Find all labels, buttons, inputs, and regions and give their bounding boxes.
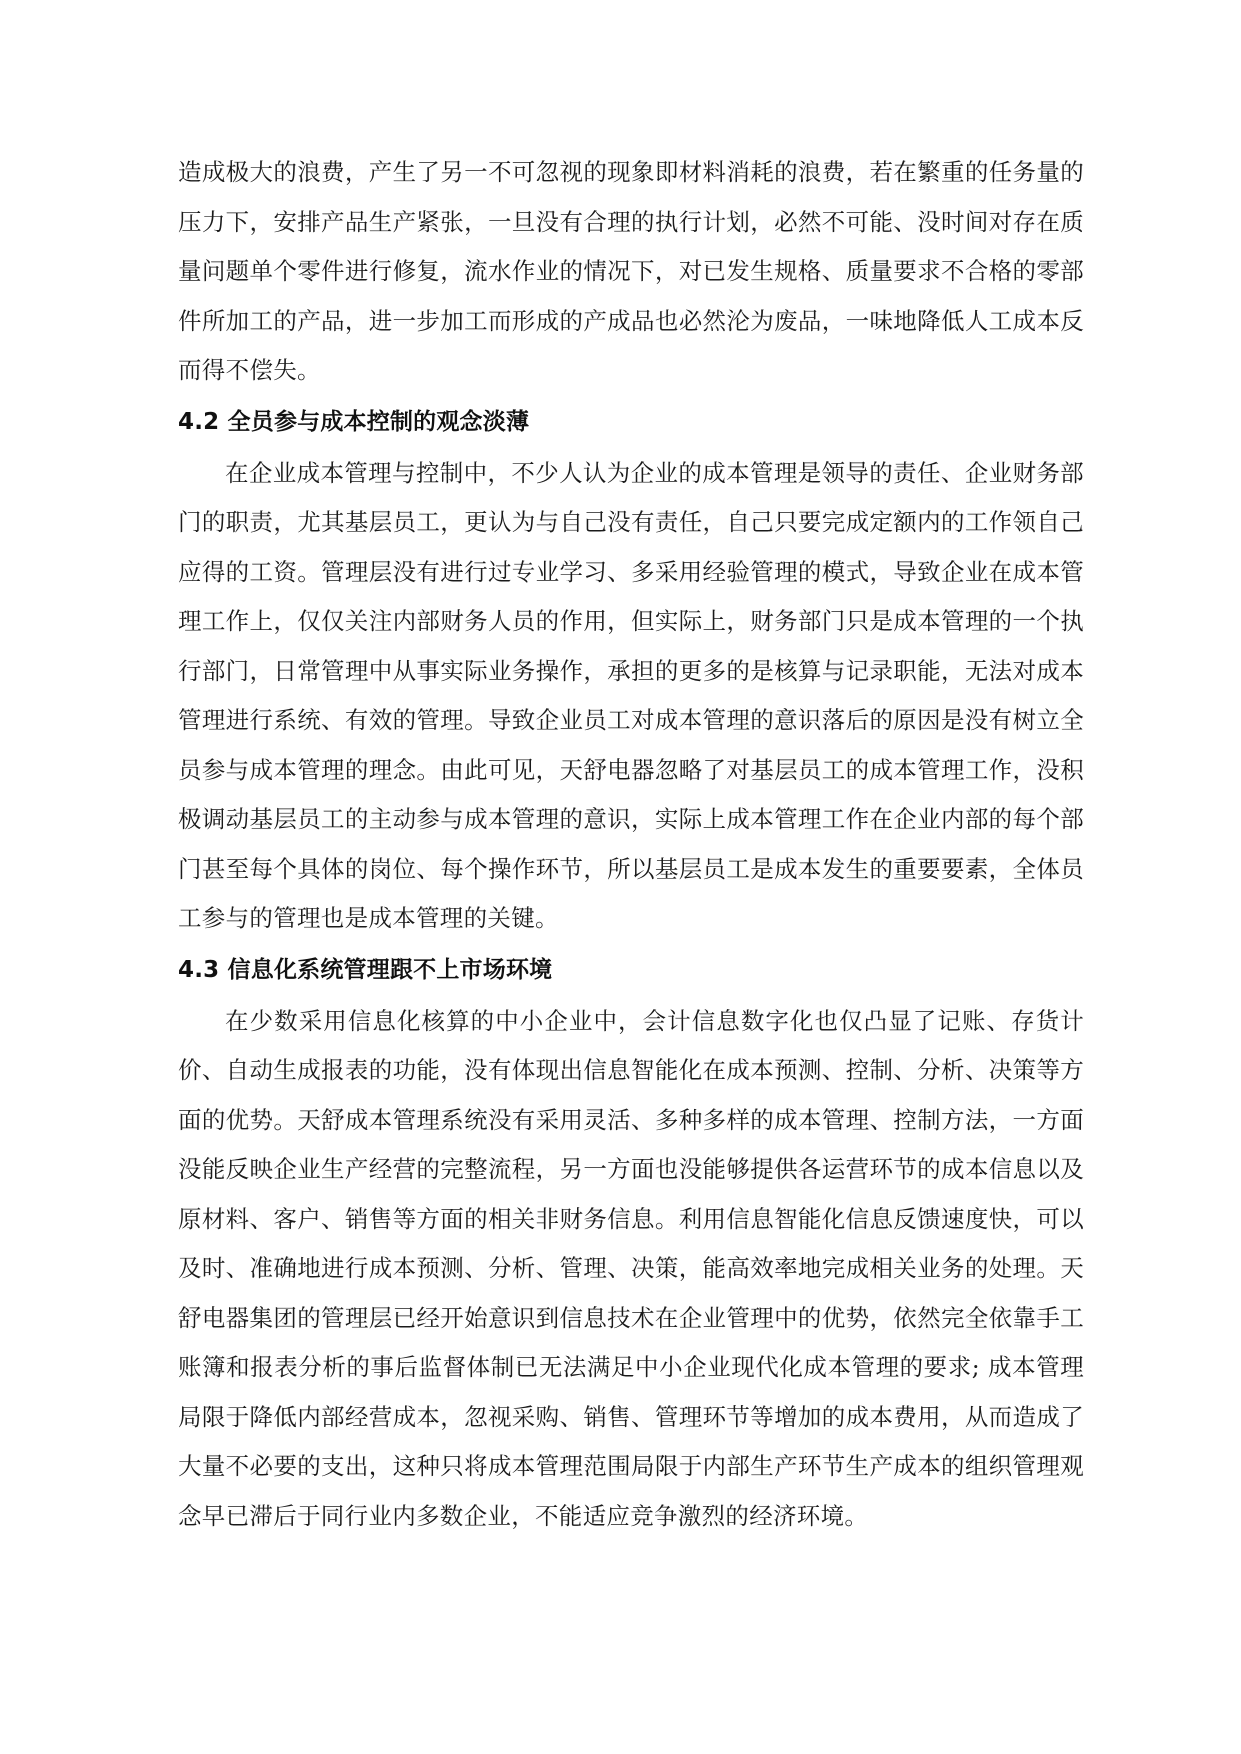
section-heading-4-2: 4.2 全员参与成本控制的观念淡薄 xyxy=(178,408,530,435)
paragraph-information-system: 在少数采用信息化核算的中小企业中，会计信息数字化也仅凸显了记账、存货计价、自动生成报表的功能，没有体现出信息智能化在成本预测、控制、分析、决策等方面的优势。天舒成本管理系统没有采用灵活、多种多样的成本管理、控制方法，一方面没能反映企业生产经营的完整流程，另一方面也没能够提供各运营环节的成本信息以及原材料、客户、销售等方面的相关非财务信息。利用信息智能化信息反馈速度快，可以及时、准确地进行成本预测、分析、管理、决策，能高效率地完成相关业务的处理。天舒电器集团的管理层已经开始意识到信息技术在企业管理中的优势，依然完全依靠手工账簿和报表分析的事后监督体制已无法满足中小企业现代化成本管理的要求; 成本管理局限于降低内部经营成本，忽视采购、销售、管理环节等增加的成本费用，从而造成了大量不必要的支出，这种只将成本管理范围局限于内部生产环节生产成本的组织管理观念早已滞后于同行业内多数企业，不能适应竞争激烈的经济环境。 xyxy=(178,1006,1084,1530)
paragraph-continuation: 造成极大的浪费，产生了另一不可忽视的现象即材料消耗的浪费，若在繁重的任务量的压力下，安排产品生产紧张，一旦没有合理的执行计划，必然不可能、没时间对存在质量问题单个零件进行修复，流水作业的情况下，对已发生规格、质量要求不合格的零部件所加工的产品，进一步加工而形成的产成品也必然沦为废品，一味地降低人工成本反而得不偿失。 xyxy=(178,158,1084,384)
paragraph-cost-control-awareness: 在企业成本管理与控制中，不少人认为企业的成本管理是领导的责任、企业财务部门的职责，尤其基层员工，更认为与自己没有责任，自己只要完成定额内的工作领自己应得的工资。管理层没有进行过专业学习、多采用经验管理的模式，导致企业在成本管理工作上，仅仅关注内部财务人员的作用，但实际上，财务部门只是成本管理的一个执行部门，日常管理中从事实际业务操作，承担的更多的是核算与记录职能，无法对成本管理进行系统、有效的管理。导致企业员工对成本管理的意识落后的原因是没有树立全员参与成本管理的理念。由此可见，天舒电器忽略了对基层员工的成本管理工作，没积极调动基层员工的主动参与成本管理的意识，实际上成本管理工作在企业内部的每个部门甚至每个具体的岗位、每个操作环节，所以基层员工是成本发生的重要要素，全体员工参与的管理也是成本管理的关键。 xyxy=(178,458,1084,932)
section-heading-4-3: 4.3 信息化系统管理跟不上市场环境 xyxy=(178,956,553,983)
document-body xyxy=(178,148,1084,1541)
